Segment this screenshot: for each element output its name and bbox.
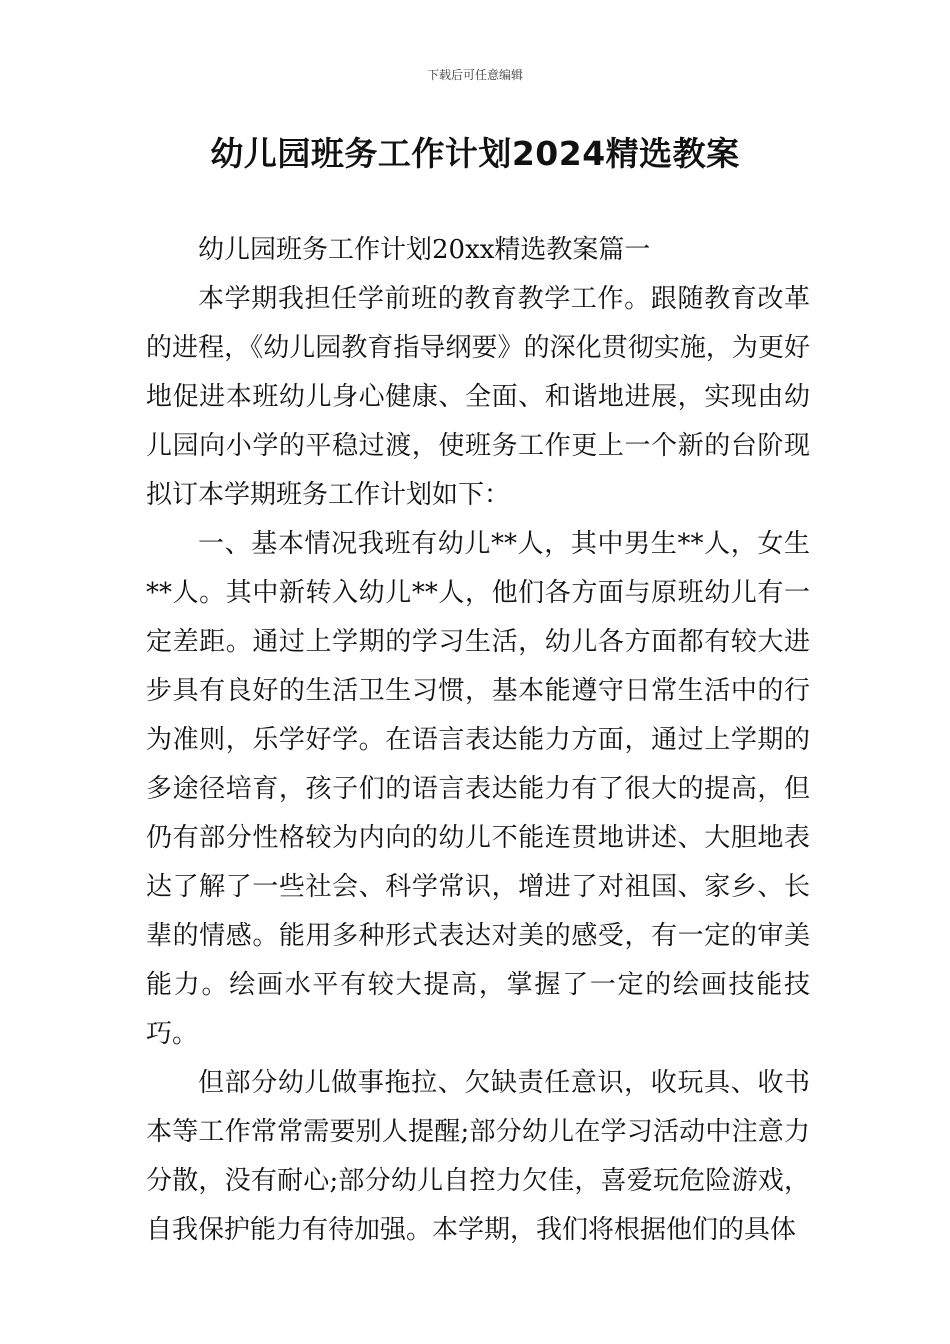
paragraph-intro: 本学期我担任学前班的教育教学工作。跟随教育改革的进程，《幼儿园教育指导纲要》的深化贯彻实施，为更好地促进本班幼儿身心健康、全面、和谐地进展，实现由幼儿园向小学的平稳过渡，使班务工作更上一个新的台阶现拟订本学期班务工作计划如下： bbox=[146, 284, 810, 510]
paragraph-shortcomings: 但部分幼儿做事拖拉、欠缺责任意识，收玩具、收书本等工作常常需要别人提醒;部分幼儿在学习活动中注意力分散，没有耐心;部分幼儿自控力欠佳，喜爱玩危险游戏，自我保护能力有待加强。本学期，我们将根据他们的具体 bbox=[146, 1068, 810, 1245]
paragraph-basic-situation: 一、基本情况我班有幼儿**人，其中男生**人，女生**人。其中新转入幼儿**人，他们各方面与原班幼儿有一定差距。通过上学期的学习生活，幼儿各方面都有较大进步具有良好的生活卫生习惯，基本能遵守日常生活中的行为准则，乐学好学。在语言表达能力方面，通过上学期的多途径培育，孩子们的语言表达能力有了很大的提高，但仍有部分性格较为内向的幼儿不能连贯地讲述、大胆地表达了解了一些社会、科学常识，增进了对祖国、家乡、长辈的情感。能用多种形式表达对美的感受，有一定的审美能力。绘画水平有较大提高，掌握了一定的绘画技能技巧。 bbox=[146, 529, 810, 1049]
document-body bbox=[146, 226, 810, 1255]
document-title: 幼儿园班务工作计划2024精选教案 bbox=[210, 134, 740, 173]
section-subtitle: 幼儿园班务工作计划20xx精选教案篇一 bbox=[198, 235, 651, 265]
header-note: 下载后可任意编辑 bbox=[426, 68, 523, 82]
